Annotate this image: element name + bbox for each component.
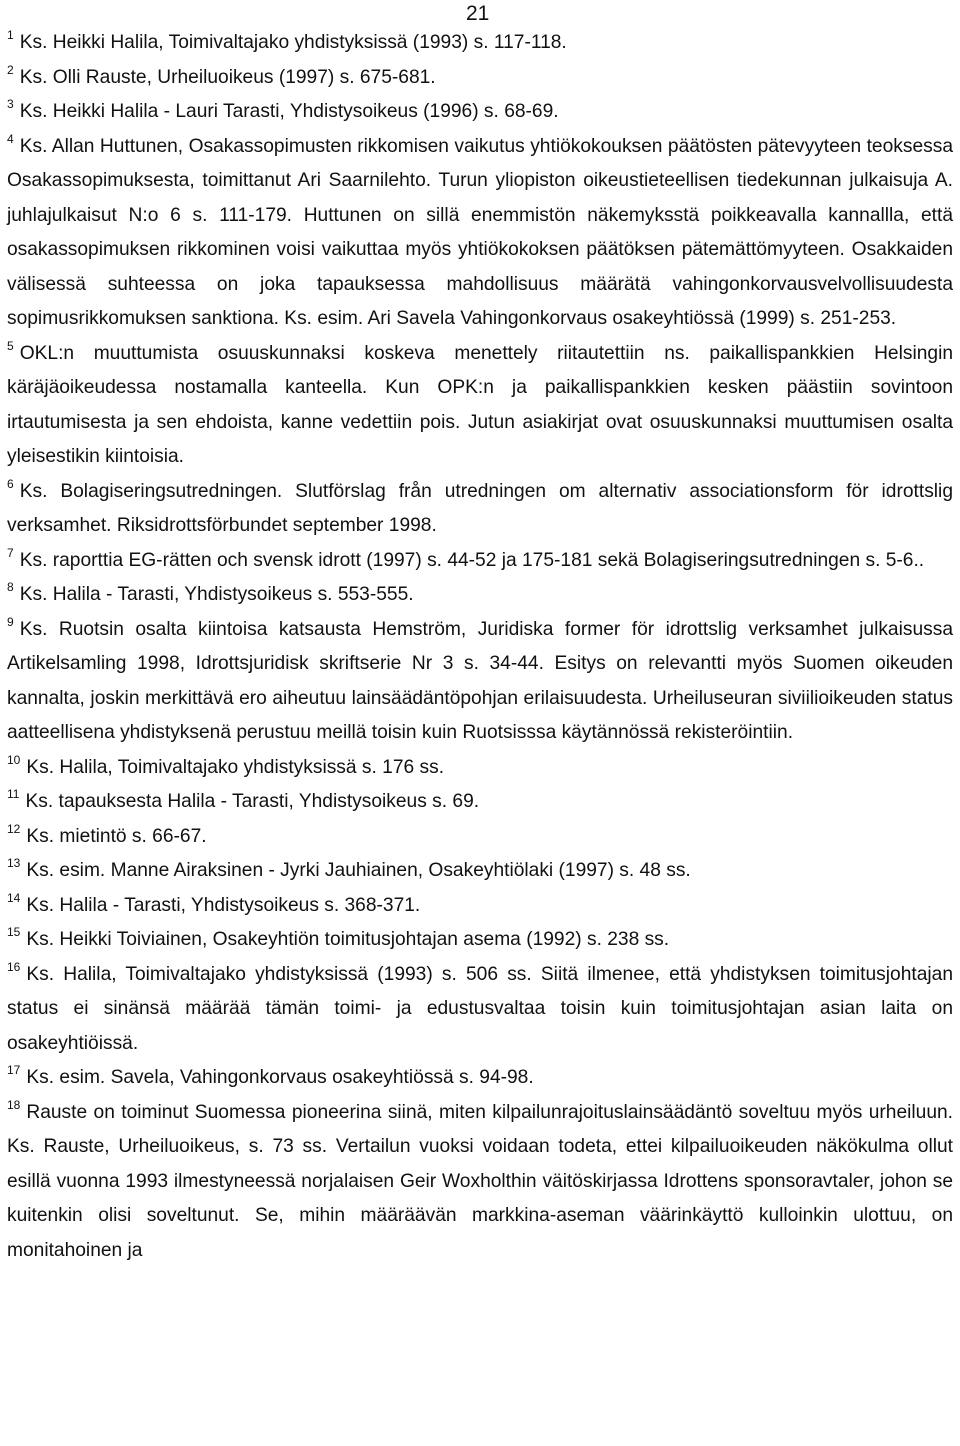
footnotes-list (7, 26, 953, 1268)
footnote-text: Ks. Heikki Halila, Toimivaltajako yhdistyksissä (1993) s. 117-118. (19, 32, 567, 53)
footnote (7, 854, 953, 889)
footnote-text: Ks. Allan Huttunen, Osakassopimusten rikkomisen vaikutus yhtiökokouksen päätösten pätevyyteen teoksessa Osakassopimuksesta, toimittanut Ari Saarnilehto. Turun yliopiston oikeustieteellisen tiedekunnan julkaisuja A. juhlajulkaisut N:o 6 s. 111-179. Huttunen on sillä enemmistön näkemyksstä poikkeavalla kannallla, että osakassopimuksen rikkominen voisi vaikuttaa myös yhtiökokoksen päätöksen pätemättömyyteen. Osakkaiden välisessä suhteessa on joka tapauksessa mahdollisuus määrätä vahingonkorvausvelvollisuudesta sopimusrikkomuksen sanktiona. Ks. esim. Ari Savela Vahingonkorvaus osakeyhtiössä (1999) s. 251-253. (7, 135, 953, 329)
footnote-number: 15 (7, 925, 21, 939)
footnote (7, 130, 953, 337)
footnote (7, 61, 953, 96)
footnote-number: 14 (7, 890, 21, 905)
footnote (7, 1096, 953, 1269)
footnote-text: Ks. tapauksesta Halila - Tarasti, Yhdistysoikeus s. 69. (25, 791, 480, 812)
footnote-text: Ks. Halila, Toimivaltajako yhdistyksissä s. 176 ss. (26, 756, 445, 778)
footnote-number: 5 (7, 338, 14, 353)
footnote-number: 2 (7, 62, 14, 77)
footnote (7, 1061, 953, 1096)
footnote-number: 1 (7, 28, 14, 42)
footnote-number: 7 (7, 545, 14, 560)
footnote-text: Ks. raporttia EG-rätten och svensk idrott (1997) s. 44-52 ja 175-181 sekä Bolagiseringsutredningen s. 5-6.. (19, 549, 925, 571)
footnote-number: 11 (7, 787, 20, 801)
footnote (7, 958, 953, 1062)
footnote-number: 10 (7, 752, 21, 767)
footnote-number: 18 (7, 1097, 21, 1112)
footnote-number: 8 (7, 580, 14, 594)
footnote (7, 751, 953, 786)
footnote-text: Ks. esim. Manne Airaksinen - Jyrki Jauhiainen, Osakeyhtiölaki (1997) s. 48 ss. (26, 860, 691, 881)
page-number: 21 (466, 2, 490, 25)
footnote-number: 17 (7, 1063, 21, 1077)
footnote-text: Ks. esim. Savela, Vahingonkorvaus osakeyhtiössä s. 94-98. (26, 1067, 534, 1088)
footnote-text: Ks. Heikki Toiviainen, Osakeyhtiön toimitusjohtajan asema (1992) s. 238 ss. (26, 929, 670, 950)
footnote-text: Ks. mietintö s. 66-67. (26, 825, 207, 847)
footnote (7, 26, 953, 61)
footnote-text: Ks. Bolagiseringsutredningen. Slutförslag från utredningen om alternativ associationsform för idrottslig verksamhet. Riksidrottsförbundet september 1998. (7, 480, 953, 536)
footnote-text: Ks. Halila, Toimivaltajako yhdistyksissä (1993) s. 506 ss. Siitä ilmenee, että yhdistyksen toimitusjohtajan status ei sinänsä määrää tämän toimi- ja edustusvaltaa toisin kuin toimitusjohtajan asian laita on osakeyhtiöissä. (7, 963, 953, 1054)
footnote-number: 13 (7, 856, 21, 870)
footnote-text: OKL:n muuttumista osuuskunnaksi koskeva menettely riitautettiin ns. paikallispankkien Helsingin käräjäoikeudessa nostamalla kanteella. Kun OPK:n ja paikallispankkien kesken päästiin sovintoon irtautumisesta ja sen ehdoista, kanne vedettiin pois. Jutun asiakirjat ovat osuuskunnaksi muuttumisen osalta yleisestikin kiintoisia. (7, 342, 953, 467)
footnote-text: Rauste on toiminut Suomessa pioneerina siinä, miten kilpailunrajoituslainsäädäntö soveltuu myös urheiluun. Ks. Rauste, Urheiluoikeus, s. 73 ss. Vertailun vuoksi voidaan todeta, ettei kilpailuoikeuden näkökulma ollut esillä vuonna 1993 ilmestyneessä norjalaisen Geir Woxholthin väitöskirjassa Idrottens sponsoravtaler, johon se kuitenkin olisi soveltunut. Se, mihin määräävän markkina-aseman väärinkäyttö kulloinkin ulottuu, on monitahoinen ja (7, 1101, 953, 1261)
footnote (7, 613, 953, 751)
footnote-number: 12 (7, 821, 21, 836)
footnote (7, 923, 953, 958)
footnote (7, 820, 953, 855)
footnote-text: Ks. Halila - Tarasti, Yhdistysoikeus s. 368-371. (26, 894, 421, 916)
footnote-number: 16 (7, 959, 21, 974)
footnote-number: 4 (7, 131, 14, 146)
footnote (7, 544, 953, 579)
footnote-number: 9 (7, 614, 14, 629)
footnote (7, 475, 953, 544)
footnote-number: 3 (7, 97, 14, 111)
footnote-text: Ks. Ruotsin osalta kiintoisa katsausta Hemström, Juridiska former för idrottslig verksamhet julkaisussa Artikelsamling 1998, Idrottsjuridisk skriftserie Nr 3 s. 34-44. Esitys on relevantti myös Suomen oikeuden kannalta, joskin merkittävä ero aiheutuu lainsäädäntöpohjan erilaisuudesta. Urheiluseuran siviilioikeuden status aatteellisena yhdistyksenä perustuu meillä toisin kuin Ruotsisssa käytännössä rekisteröintiin. (7, 618, 953, 743)
footnote (7, 785, 953, 820)
footnote (7, 95, 953, 130)
footnote (7, 337, 953, 475)
footnote-text: Ks. Olli Rauste, Urheiluoikeus (1997) s. 675-681. (19, 66, 436, 88)
footnote (7, 578, 953, 613)
footnote-text: Ks. Heikki Halila - Lauri Tarasti, Yhdistysoikeus (1996) s. 68-69. (19, 101, 559, 122)
footnote-text: Ks. Halila - Tarasti, Yhdistysoikeus s. 553-555. (19, 584, 414, 605)
footnote (7, 889, 953, 924)
footnote-number: 6 (7, 476, 14, 491)
